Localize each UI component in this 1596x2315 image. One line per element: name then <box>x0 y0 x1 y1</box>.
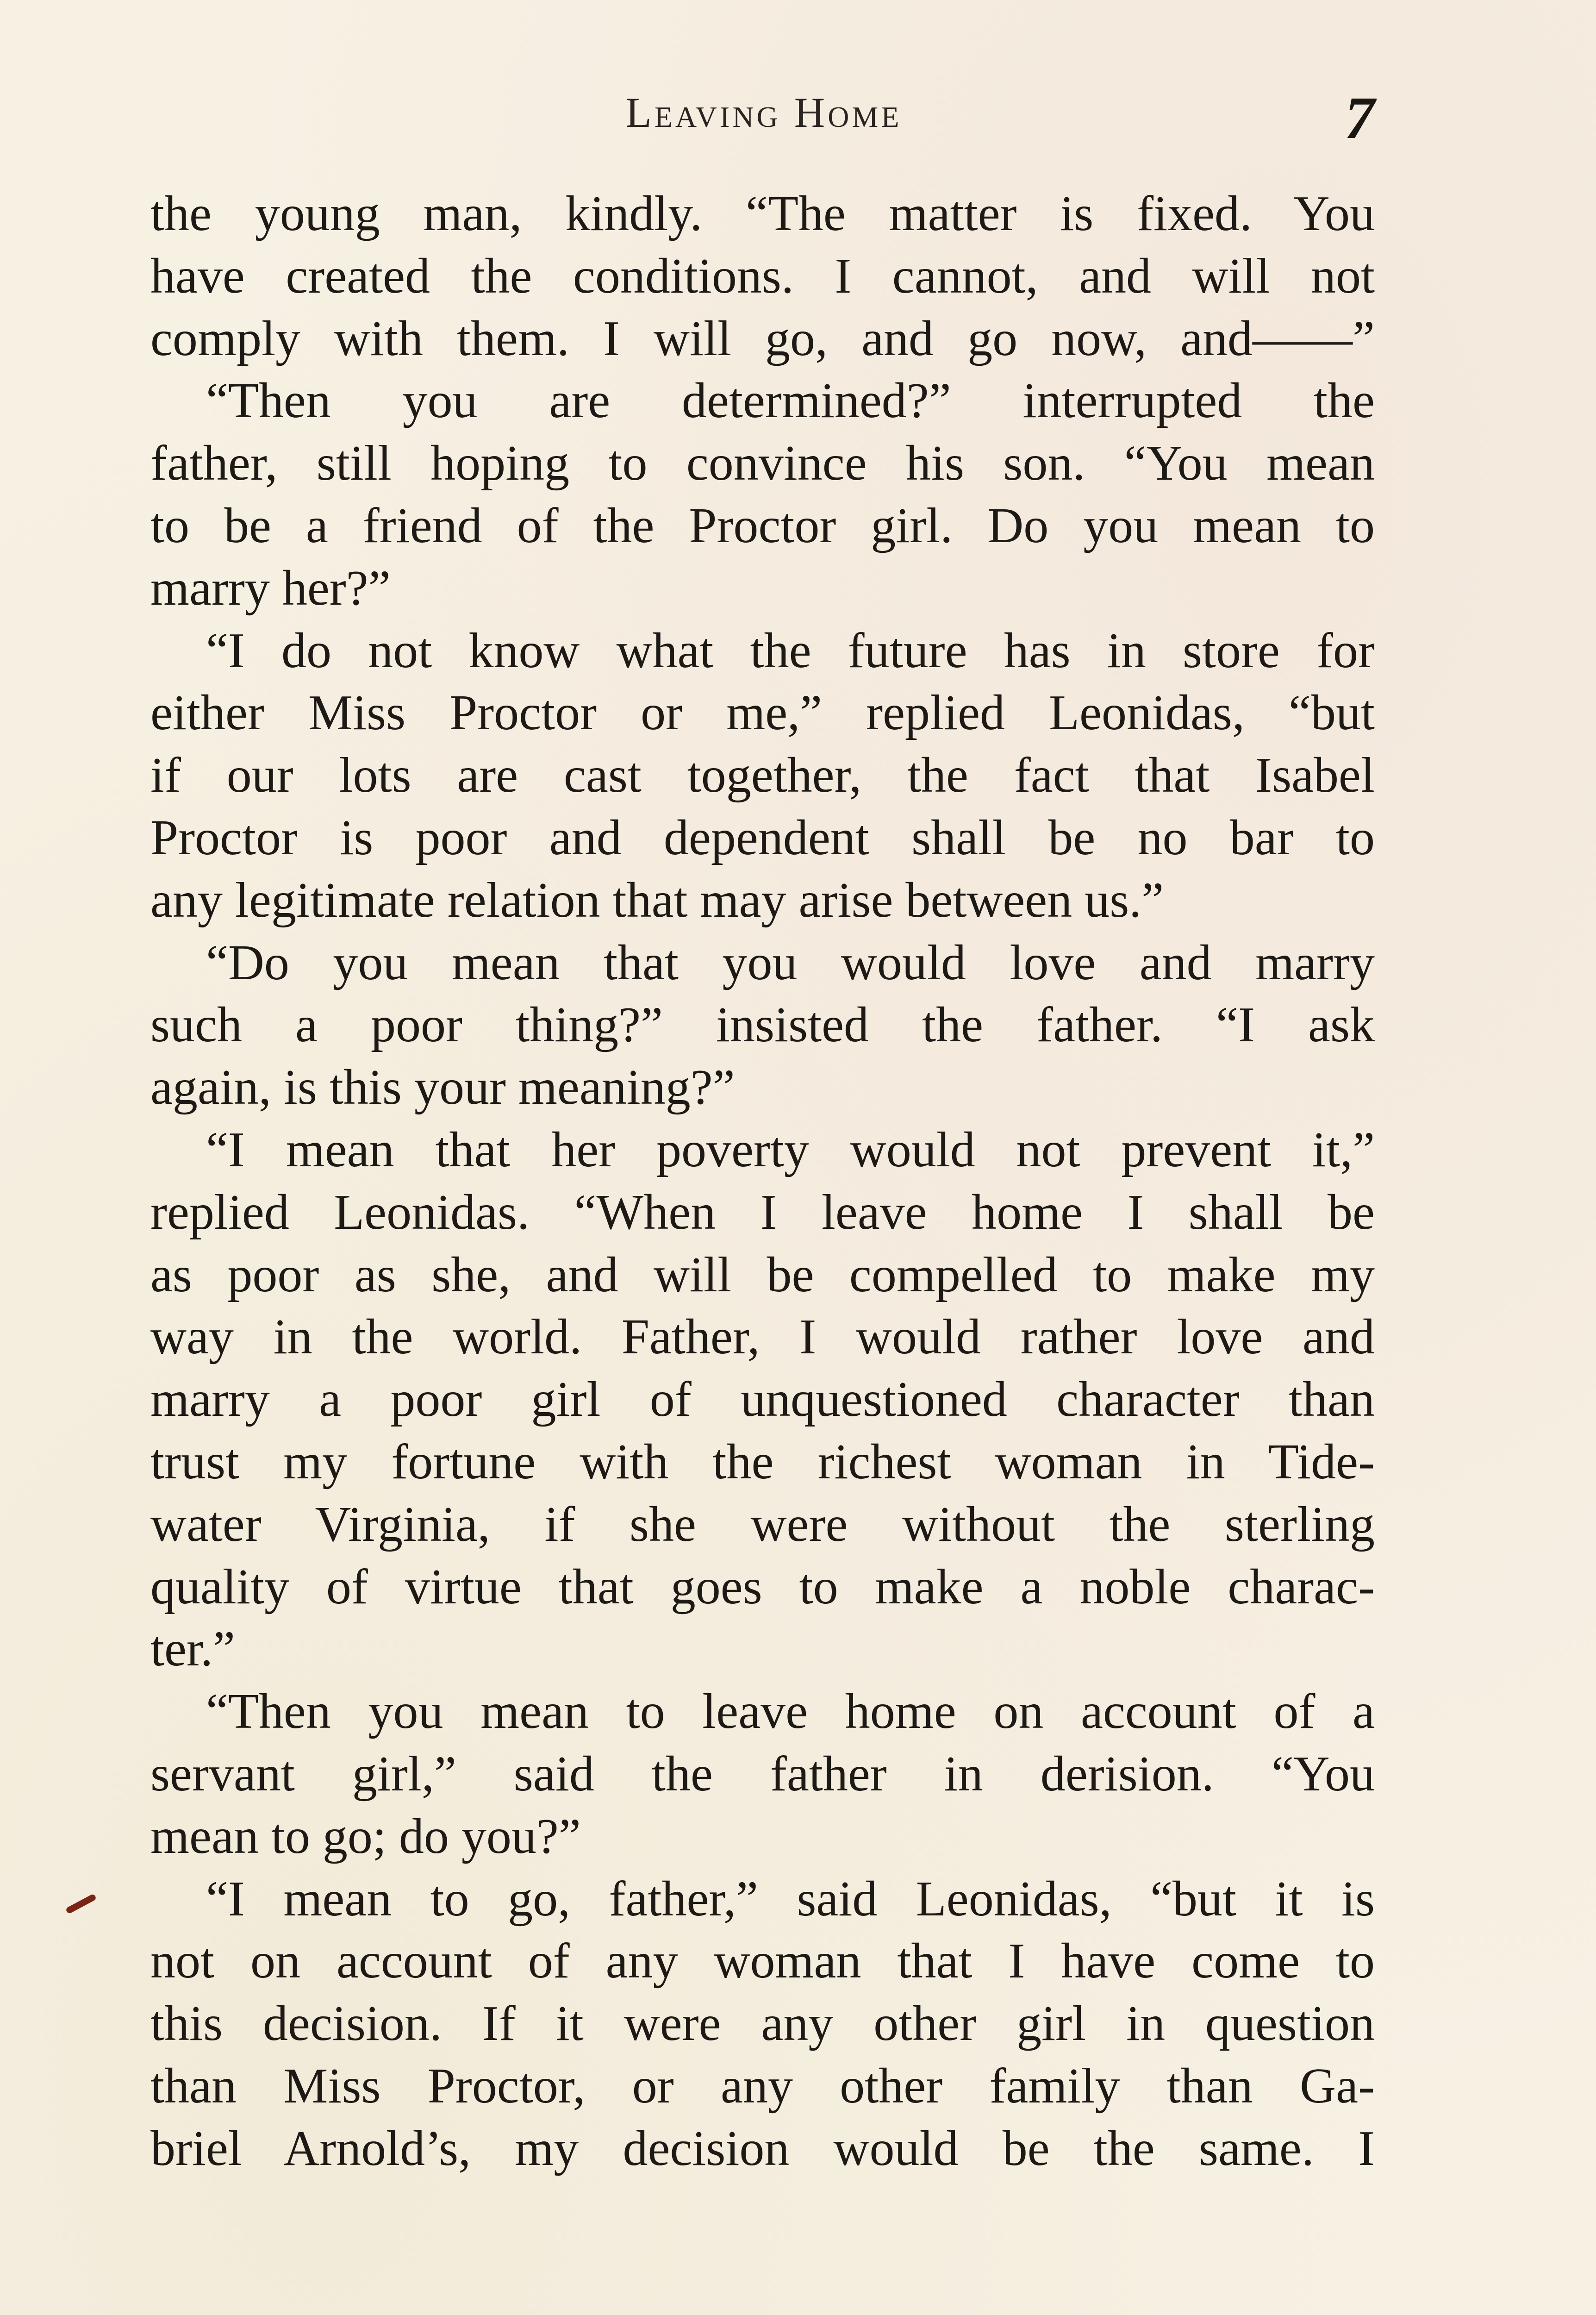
text-line: again, is this your meaning?” <box>150 1060 735 1115</box>
text-line: if our lots are cast together, the fact that Isabel <box>150 748 1375 803</box>
running-head <box>153 85 1375 151</box>
text-line: to be a friend of the Proctor girl. Do you mean to <box>150 498 1375 553</box>
text-line: trust my fortune with the richest woman in Tide- <box>150 1434 1375 1489</box>
text-line: have created the conditions. I cannot, and will not <box>150 248 1375 304</box>
text-line: briel Arnold’s, my decision would be the same. I <box>150 2121 1375 2176</box>
text-line: the young man, kindly. “The matter is fixed. You <box>150 186 1375 241</box>
text-line: comply with them. I will go, and go now, and——” <box>150 311 1375 366</box>
text-line: quality of virtue that goes to make a noble charac- <box>150 1559 1375 1614</box>
text-line: Proctor is poor and dependent shall be no bar to <box>150 810 1375 865</box>
text-line: marry her?” <box>150 560 391 616</box>
text-line: “I mean to go, father,” said Leonidas, “but it is <box>206 1871 1375 1927</box>
text-line: mean to go; do you?” <box>150 1808 581 1864</box>
text-line: as poor as she, and will be compelled to make my <box>150 1247 1375 1302</box>
text-line: marry a poor girl of unquestioned character than <box>150 1372 1375 1427</box>
text-line: way in the world. Father, I would rather love and <box>150 1309 1375 1365</box>
text-line: this decision. If it were any other girl in question <box>150 1996 1375 2052</box>
body-text <box>150 183 1375 2180</box>
text-line: servant girl,” said the father in derision. “You <box>150 1746 1375 1802</box>
page-number: 7 <box>1345 85 1375 151</box>
text-line: either Miss Proctor or me,” replied Leonidas, “but <box>150 685 1375 741</box>
text-line: water Virginia, if she were without the sterling <box>150 1496 1375 1552</box>
text-line: “Then you mean to leave home on account of a <box>206 1684 1375 1739</box>
text-line: not on account of any woman that I have come to <box>150 1933 1375 1989</box>
text-line: “Then you are determined?” interrupted the <box>206 373 1375 429</box>
margin-mark <box>65 1893 97 1914</box>
text-line: any legitimate relation that may arise between us.” <box>150 872 1164 928</box>
text-line: such a poor thing?” insisted the father. “I ask <box>150 997 1375 1053</box>
text-line: “I do not know what the future has in store for <box>206 623 1375 678</box>
chapter-title: Leaving Home <box>625 89 902 136</box>
text-line: ter.” <box>150 1621 235 1677</box>
text-line: “I mean that her poverty would not prevent it,” <box>206 1122 1375 1177</box>
text-line: father, still hoping to convince his son. “You mean <box>150 436 1375 491</box>
text-line: “Do you mean that you would love and marry <box>206 935 1375 990</box>
text-line: replied Leonidas. “When I leave home I shall be <box>150 1184 1375 1240</box>
text-line: than Miss Proctor, or any other family than Ga- <box>150 2058 1375 2114</box>
